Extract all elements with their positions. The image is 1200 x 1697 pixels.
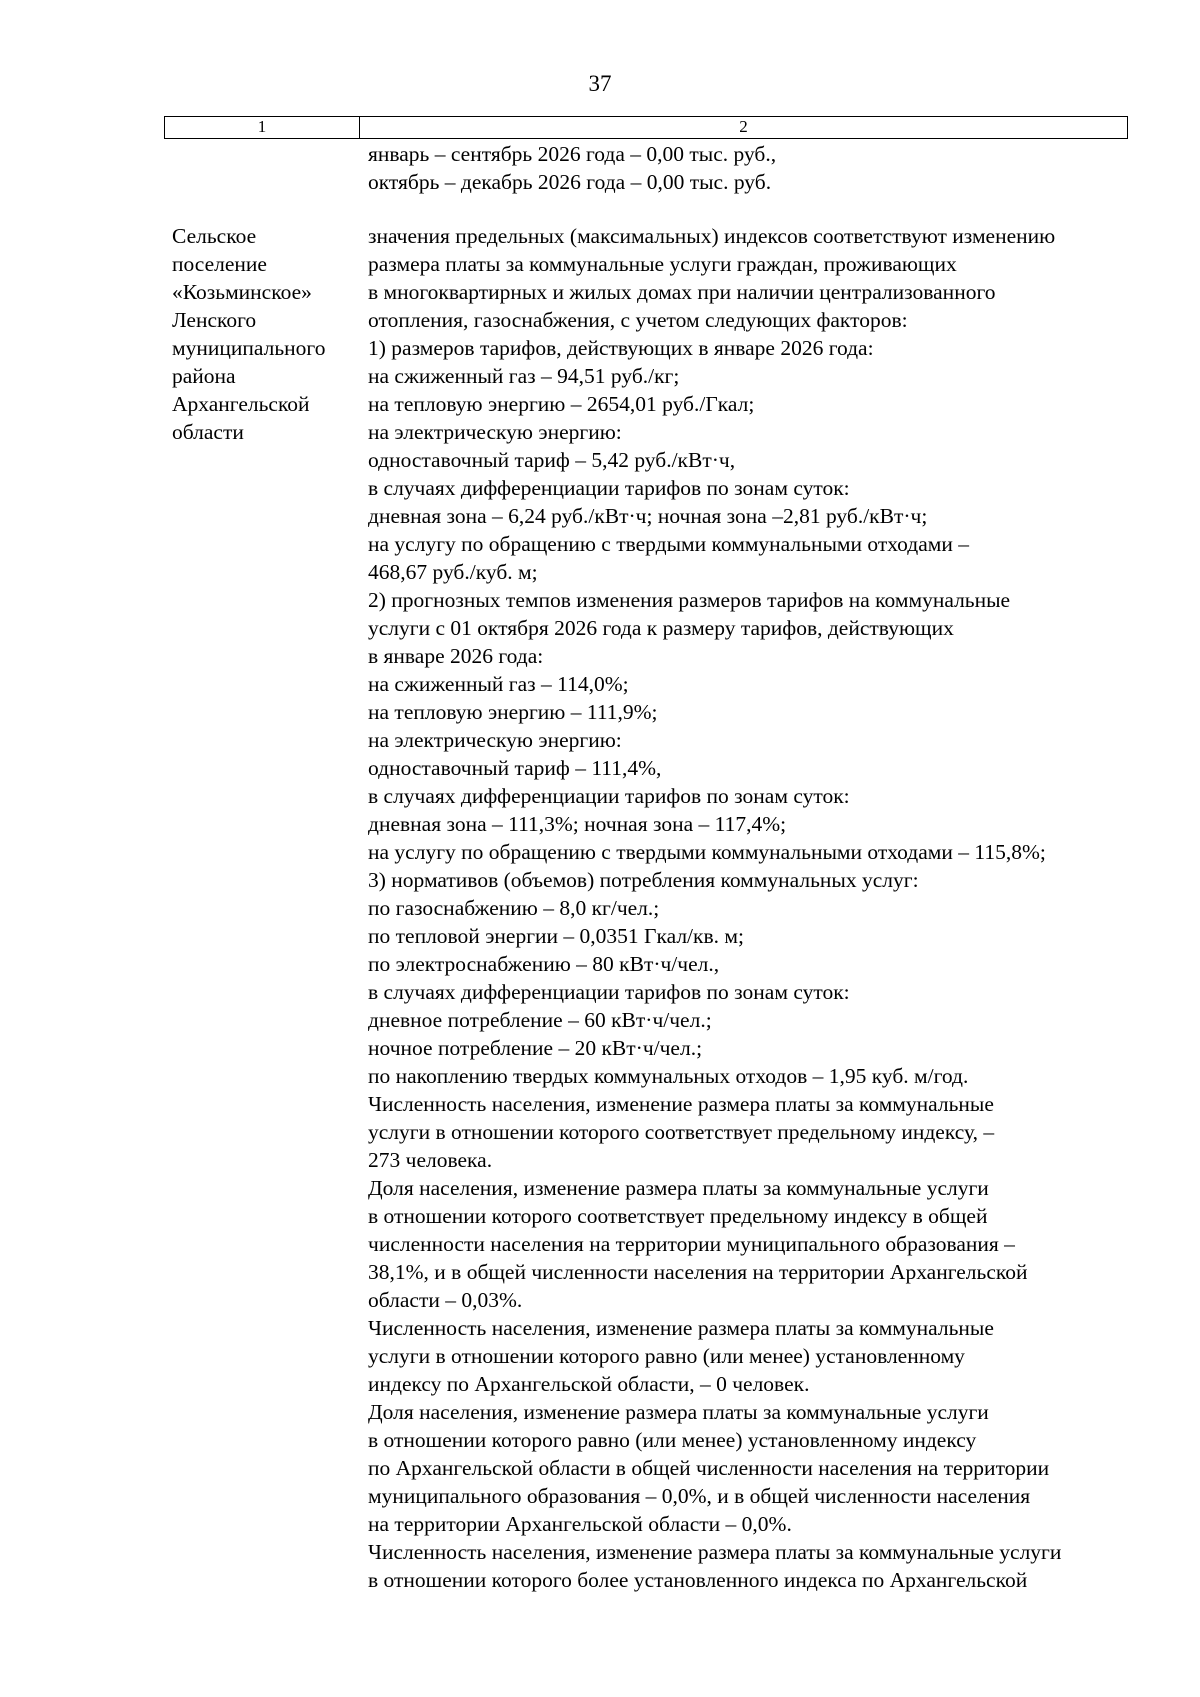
text-line: в отношении которого равно (или менее) установленному индексу — [368, 1428, 977, 1452]
continuation-text — [368, 140, 776, 196]
text-line: отопления, газоснабжения, с учетом следующих факторов: — [368, 308, 908, 332]
text-line: на услугу по обращению с твердыми коммунальными отходами – 115,8%; — [368, 840, 1046, 864]
text-line: по Архангельской области в общей численности населения на территории — [368, 1456, 1050, 1480]
text-line: услуги в отношении которого соответствует предельному индексу, – — [368, 1120, 995, 1144]
table-header-col-1: 1 — [165, 117, 360, 138]
text-line: на услугу по обращению с твердыми коммунальными отходами – — [368, 532, 970, 556]
text-line: одноставочный тариф – 5,42 руб./кВт·ч, — [368, 448, 736, 472]
text-line: на территории Архангельской области – 0,0%. — [368, 1512, 792, 1536]
text-line: области – 0,03%. — [368, 1288, 523, 1312]
text-line: ночное потребление – 20 кВт·ч/чел.; — [368, 1036, 703, 1060]
text-line: на тепловую энергию – 111,9%; — [368, 700, 658, 724]
text-line: Доля населения, изменение размера платы за коммунальные услуги — [368, 1176, 989, 1200]
municipality-line: «Козьминское» — [172, 280, 312, 304]
index-description — [368, 222, 1061, 1594]
page-number: 37 — [588, 71, 612, 96]
text-line: в отношении которого соответствует предельному индексу в общей — [368, 1204, 988, 1228]
text-line: услуги в отношении которого равно (или менее) установленному — [368, 1344, 965, 1368]
text-line: размера платы за коммунальные услуги граждан, проживающих — [368, 252, 957, 276]
text-line: дневное потребление – 60 кВт·ч/чел.; — [368, 1008, 712, 1032]
text-line: в многоквартирных и жилых домах при наличии централизованного — [368, 280, 996, 304]
text-line: 2) прогнозных темпов изменения размеров тарифов на коммунальные — [368, 588, 1011, 612]
text-line: в январе 2026 года: — [368, 644, 544, 668]
text-line: на сжиженный газ – 114,0%; — [368, 672, 629, 696]
municipality-line: района — [172, 364, 236, 388]
text-line: 468,67 руб./куб. м; — [368, 560, 538, 584]
municipality-name — [172, 222, 325, 446]
text-line: одноставочный тариф – 111,4%, — [368, 756, 662, 780]
municipality-line: Ленского — [172, 308, 257, 332]
table-header-row — [164, 116, 1128, 139]
table-header-col-2: 2 — [739, 117, 748, 136]
text-line: значения предельных (максимальных) индексов соответствуют изменению — [368, 224, 1056, 248]
text-line: январь – сентябрь 2026 года – 0,00 тыс. руб., — [368, 142, 777, 166]
text-line: индексу по Архангельской области, – 0 человек. — [368, 1372, 810, 1396]
text-line: на тепловую энергию – 2654,01 руб./Гкал; — [368, 392, 755, 416]
municipality-line: Архангельской — [172, 392, 310, 416]
text-line: 3) нормативов (объемов) потребления коммунальных услуг: — [368, 868, 919, 892]
text-line: численности населения на территории муниципального образования – — [368, 1232, 1015, 1256]
text-line: в отношении которого более установленного индекса по Архангельской — [368, 1568, 1028, 1592]
text-line: на электрическую энергию: — [368, 728, 622, 752]
text-line: услуги с 01 октября 2026 года к размеру тарифов, действующих — [368, 616, 954, 640]
municipality-line: области — [172, 420, 244, 444]
text-line: в случаях дифференциации тарифов по зонам суток: — [368, 476, 850, 500]
text-line: 1) размеров тарифов, действующих в январе 2026 года: — [368, 336, 874, 360]
text-line: Численность населения, изменение размера платы за коммунальные — [368, 1092, 994, 1116]
text-line: по накоплению твердых коммунальных отходов – 1,95 куб. м/год. — [368, 1064, 969, 1088]
municipality-line: поселение — [172, 252, 267, 276]
text-line: муниципального образования – 0,0%, и в общей численности населения — [368, 1484, 1031, 1508]
text-line: октябрь – декабрь 2026 года – 0,00 тыс. руб. — [368, 170, 772, 194]
text-line: по тепловой энергии – 0,0351 Гкал/кв. м; — [368, 924, 744, 948]
text-line: дневная зона – 111,3%; ночная зона – 117,4%; — [368, 812, 787, 836]
text-line: в случаях дифференциации тарифов по зонам суток: — [368, 784, 850, 808]
text-line: Доля населения, изменение размера платы за коммунальные услуги — [368, 1400, 989, 1424]
text-line: по электроснабжению – 80 кВт·ч/чел., — [368, 952, 720, 976]
text-line: на электрическую энергию: — [368, 420, 622, 444]
municipality-line: муниципального — [172, 336, 326, 360]
text-line: Численность населения, изменение размера платы за коммунальные услуги — [368, 1540, 1062, 1564]
text-line: дневная зона – 6,24 руб./кВт·ч; ночная зона –2,81 руб./кВт·ч; — [368, 504, 928, 528]
text-line: в случаях дифференциации тарифов по зонам суток: — [368, 980, 850, 1004]
municipality-line: Сельское — [172, 224, 257, 248]
text-line: Численность населения, изменение размера платы за коммунальные — [368, 1316, 994, 1340]
text-line: по газоснабжению – 8,0 кг/чел.; — [368, 896, 660, 920]
text-line: 38,1%, и в общей численности населения на территории Архангельской — [368, 1260, 1028, 1284]
text-line: 273 человека. — [368, 1148, 493, 1172]
text-line: на сжиженный газ – 94,51 руб./кг; — [368, 364, 680, 388]
